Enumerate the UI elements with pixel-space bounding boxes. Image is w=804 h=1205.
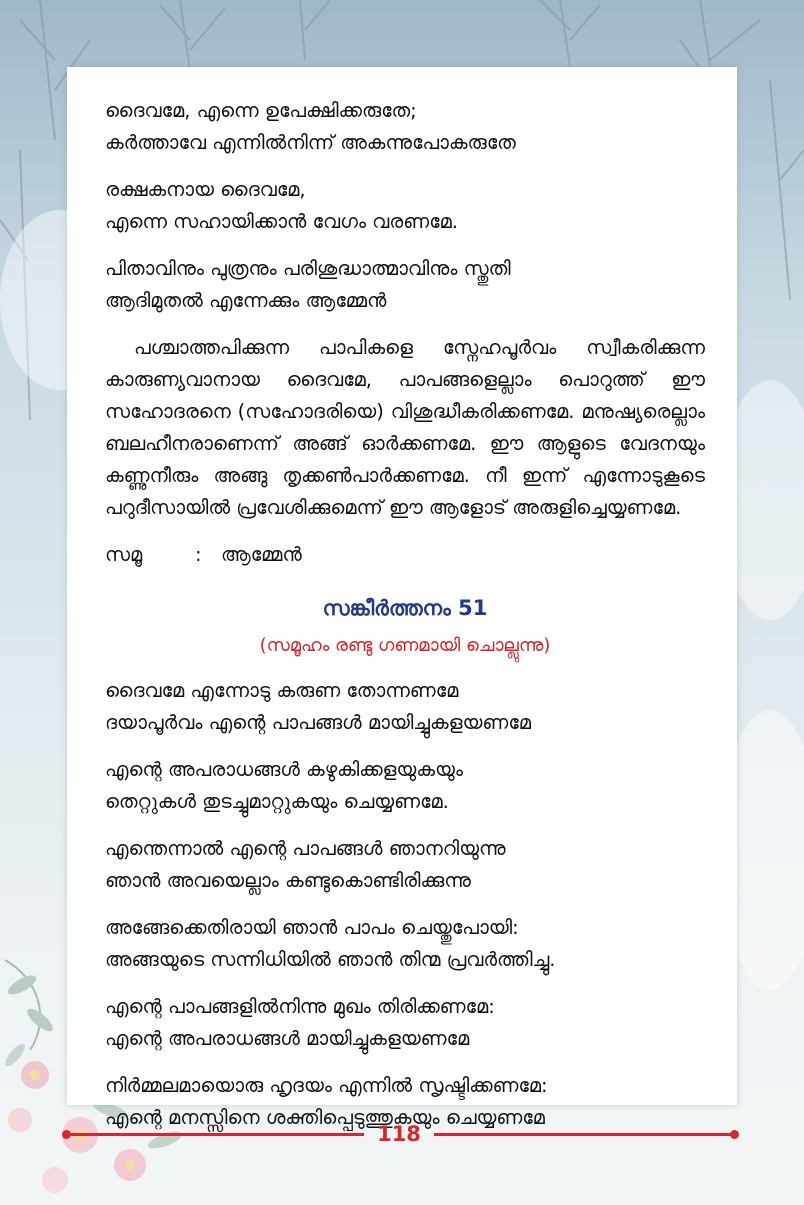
page-card — [67, 67, 737, 1129]
text-line: ഞാൻ അവയെല്ലാം കണ്ടുകൊണ്ടിരിക്കുന്നു — [105, 869, 471, 892]
text-block — [105, 95, 705, 1149]
text-line: രക്ഷകനായ ദൈവമേ, — [105, 178, 306, 201]
text-line: ദയാപൂർവം എന്റെ പാപങ്ങൾ മായിച്ചുകളയണമേ — [105, 711, 531, 734]
psalm-stanza — [105, 912, 705, 976]
text-line: അങ്ങേക്കെതിരായി ഞാൻ പാപം ചെയ്തുപോയി: — [105, 916, 519, 939]
page-number: 118 — [377, 1122, 421, 1146]
psalm-heading: സങ്കീർത്തനം 51 — [322, 596, 488, 620]
psalm-stanza — [105, 991, 705, 1055]
text-line: എന്റെ അപരാധങ്ങൾ കഴുകിക്കളയുകയും — [105, 758, 464, 781]
text-line: പിതാവിനും പുത്രനും പരിശുദ്ധാത്മാവിനും സ്തുതി — [105, 257, 511, 280]
text-line: കർത്താവേ എന്നിൽനിന്ന് അകന്നുപോകരുതേ — [105, 131, 516, 154]
prayer-paragraph: പശ്ചാത്തപിക്കുന്ന പാപികളെ സ്നേഹപൂർവം സ്വീകരിക്കുന്ന കാരുണ്യവാനായ ദൈവമേ, പാപങ്ങളെല്ലാം പൊറുത്ത് ഈ സഹോദരനെ (സഹോദരിയെ) വിശുദ്ധീകരിക്കണമേ. മനുഷ്യരെല്ലാം ബലഹീനരാണെന്ന് അങ്ങ് ഓർക്കണമേ. ഈ ആളുടെ വേദനയും കണ്ണുനീരും അങ്ങു തൃക്കൺപാർക്കണമേ. നീ ഇന്ന് എന്നോടുകൂടെ പറുദീസായിൽ പ്രവേശിക്കുമെന്ന് ഈ ആളോട് അരുളിച്ചെയ്യണമേ. — [105, 336, 705, 519]
intro-stanza — [105, 253, 705, 317]
text-line: എന്നെ സഹായിക്കാൻ വേഗം വരണമേ. — [105, 210, 458, 233]
text-line: ആദിമുതൽ എന്നേക്കും ആമ്മേൻ — [105, 289, 387, 312]
footer-rule-right — [434, 1133, 732, 1136]
intro-stanza — [105, 174, 705, 238]
text-line: എന്റെ അപരാധങ്ങൾ മായിച്ചുകളയണമേ — [105, 1027, 470, 1050]
text-line: എന്റെ പാപങ്ങളിൽനിന്നു മുഖം തിരിക്കണമേ: — [105, 995, 495, 1018]
text-line: തെറ്റുകൾ തുടച്ചുമാറ്റുകയും ചെയ്യണമേ. — [105, 790, 449, 813]
text-line: അങ്ങയുടെ സന്നിധിയിൽ ഞാൻ തിന്മ പ്രവർത്തിച്ചു. — [105, 948, 556, 971]
psalm-instruction: (സമൂഹം രണ്ടു ഗണമായി ചൊല്ലുന്നു) — [259, 635, 551, 656]
psalm-stanza — [105, 675, 705, 739]
psalm-stanza — [105, 833, 705, 897]
footer-rule-left — [68, 1133, 364, 1136]
psalm-stanza — [105, 754, 705, 818]
text-line: എന്റെ മനസ്സിനെ ശക്തിപ്പെടുത്തുകയും ചെയ്യണമേ — [105, 1106, 545, 1129]
intro-stanza — [105, 95, 705, 159]
response-separator: : — [195, 543, 202, 566]
footer-dot-right — [730, 1130, 739, 1139]
text-line: ദൈവമേ എന്നോടു കരുണ തോന്നണമേ — [105, 679, 459, 702]
text-line: എന്തെന്നാൽ എന്റെ പാപങ്ങൾ ഞാനറിയുന്നു — [105, 837, 506, 860]
text-line: ദൈവമേ, എന്നെ ഉപേക്ഷിക്കരുതേ; — [105, 99, 417, 122]
community-response — [105, 539, 705, 571]
text-line: നിർമ്മലമായൊരു ഹൃദയം എന്നിൽ സൃഷ്ടിക്കണമേ: — [105, 1074, 548, 1097]
response-speaker: സമൂ — [105, 543, 143, 566]
response-text: ആമ്മേൻ — [221, 543, 302, 566]
